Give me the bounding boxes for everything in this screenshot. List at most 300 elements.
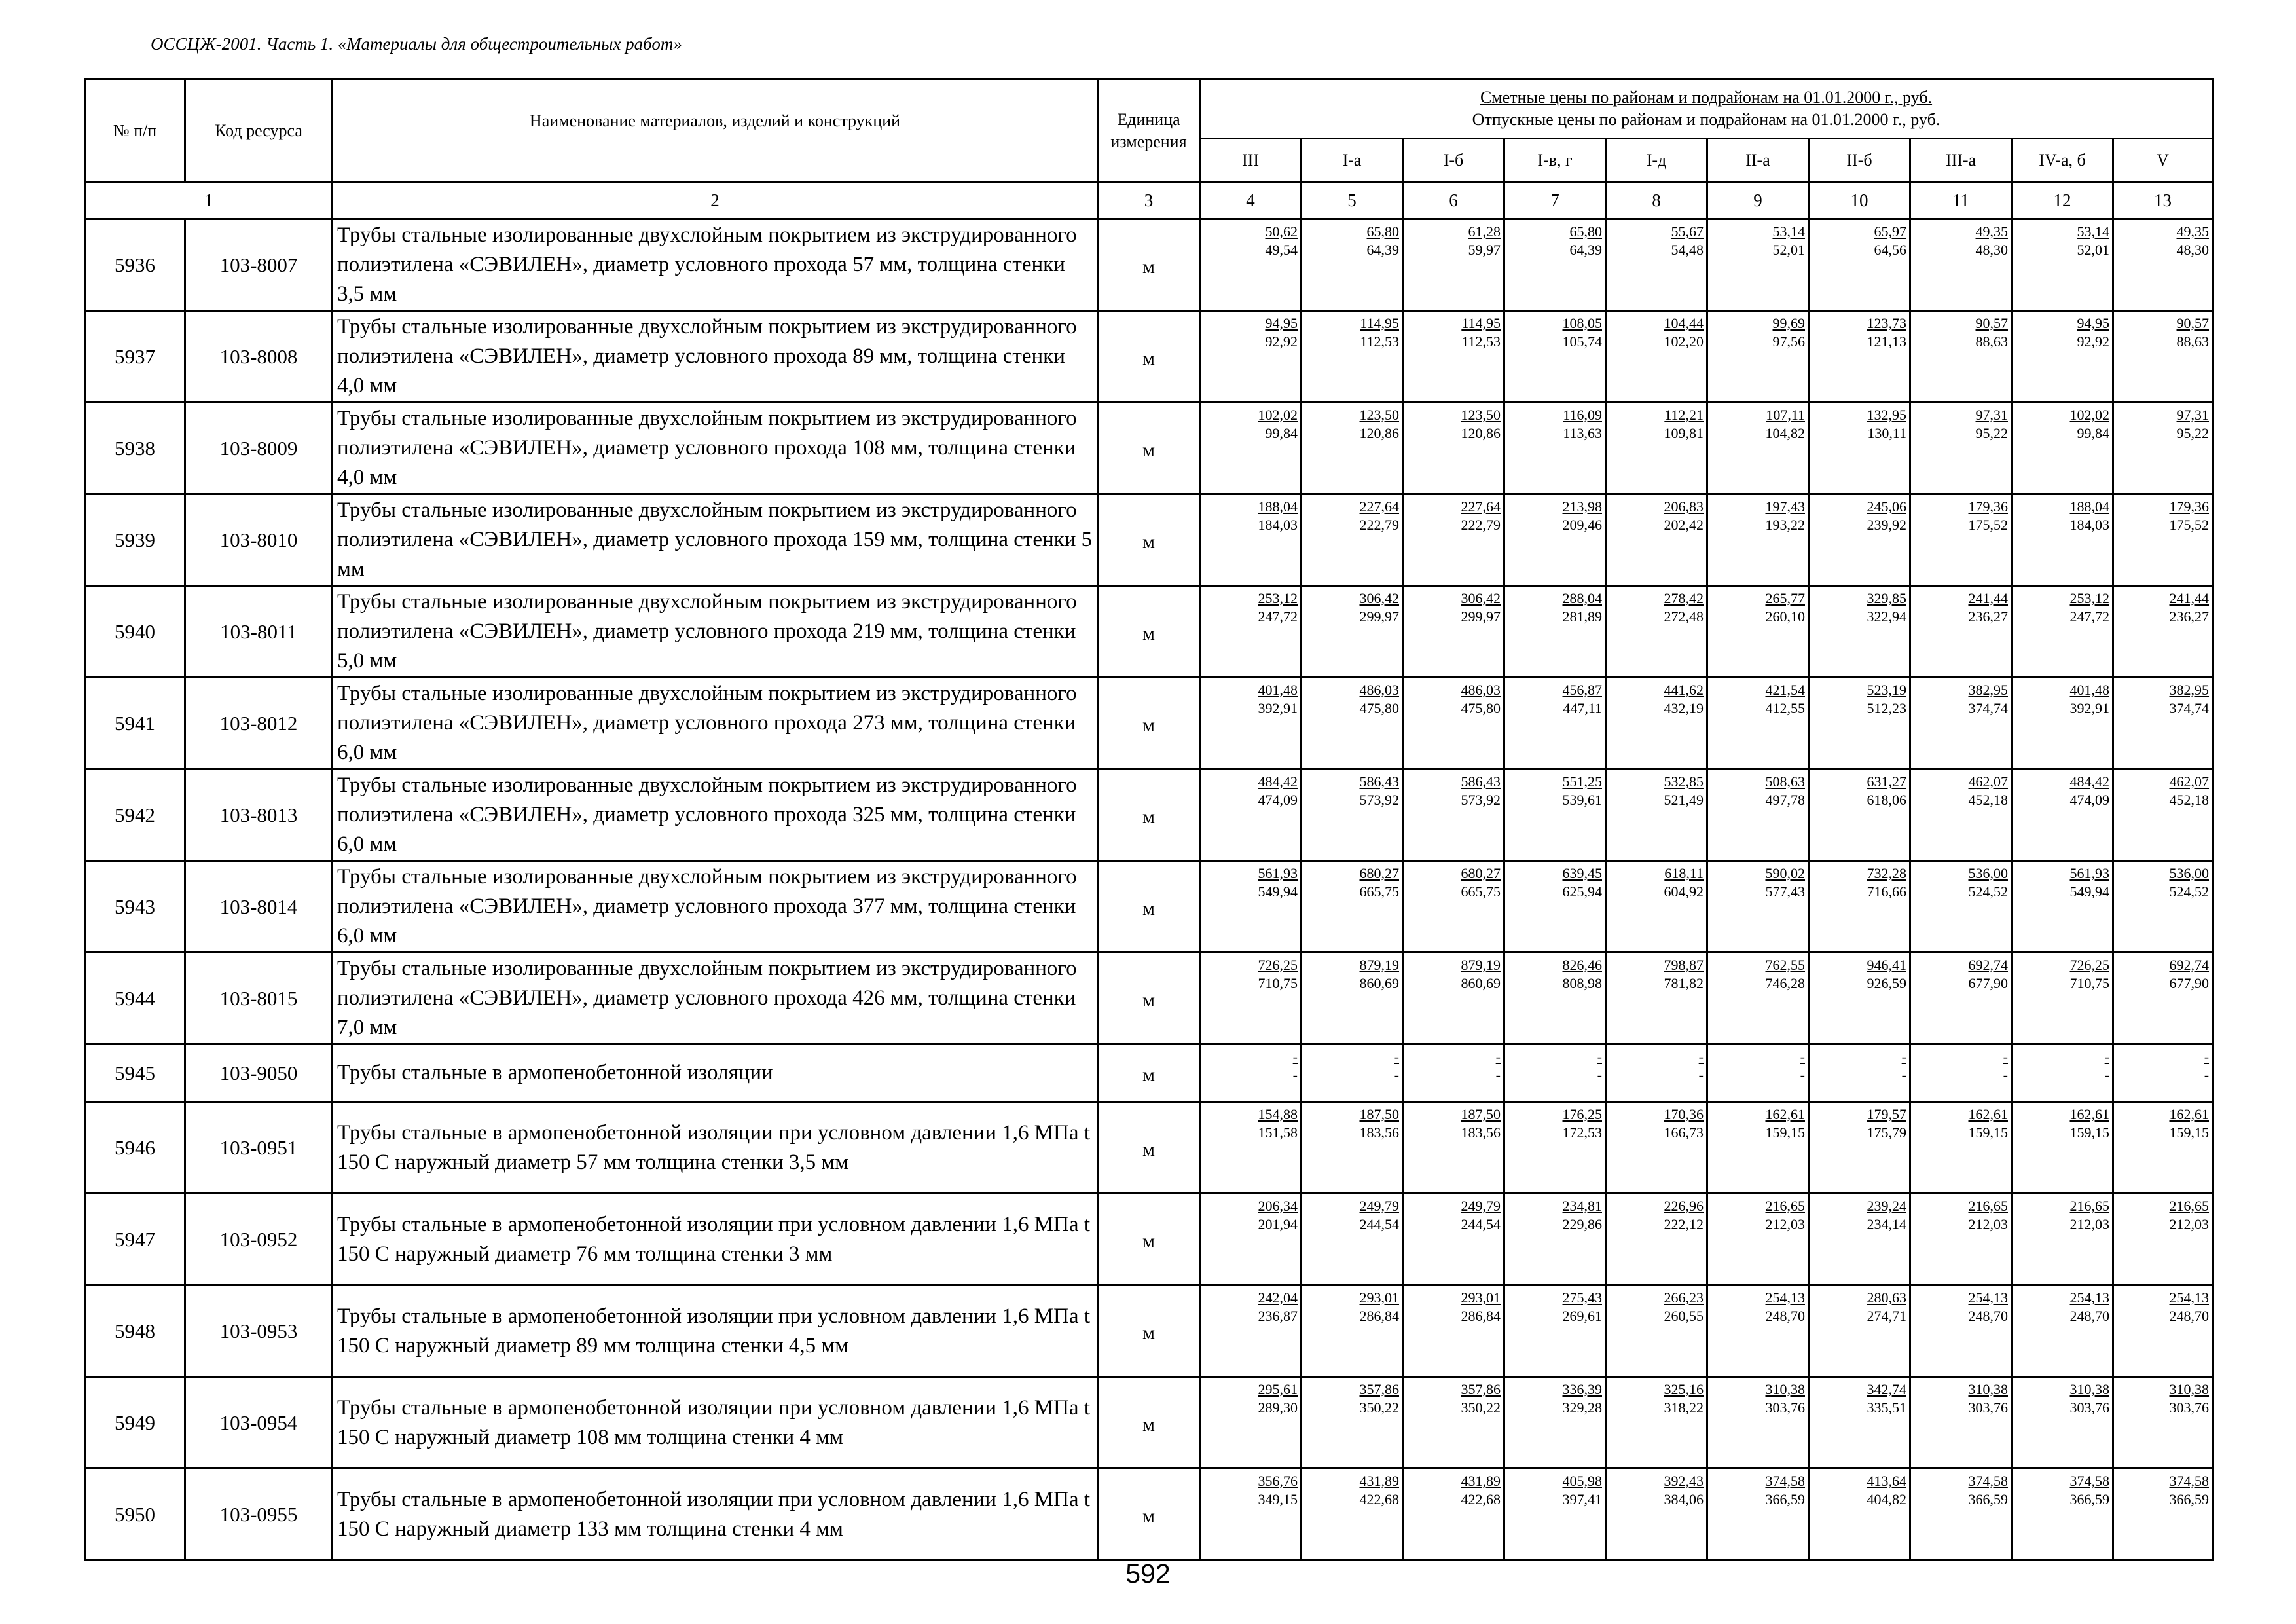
release-price: 412,55 [1765, 700, 1805, 716]
column-number: 3 [1098, 183, 1200, 219]
col-header-region: III-а [1910, 139, 2012, 183]
estimate-price: 310,38 [1968, 1381, 2008, 1397]
price-cell [1504, 494, 1606, 586]
release-price: 374,74 [2169, 700, 2210, 716]
price-cell [1606, 219, 1707, 311]
price-cell [1403, 953, 1504, 1044]
estimate-price: 249,79 [1461, 1198, 1501, 1214]
estimate-price: 561,93 [1258, 865, 1298, 881]
table-row [85, 1194, 2213, 1285]
price-cell [1809, 1044, 1910, 1102]
estimate-price: - [2003, 1048, 2008, 1065]
release-price: 95,22 [1975, 425, 2008, 441]
resource-code: 103-0954 [185, 1377, 333, 1469]
estimate-price: 49,35 [1975, 223, 2008, 240]
release-price: 524,52 [2169, 883, 2210, 900]
price-cell [1707, 1285, 1809, 1377]
estimate-price: 374,58 [2169, 1473, 2210, 1489]
release-price: 512,23 [1867, 700, 1906, 716]
price-cell [2113, 861, 2213, 953]
release-price: 432,19 [1664, 700, 1704, 716]
release-price: 926,59 [1867, 975, 1906, 991]
estimate-price: 154,88 [1258, 1106, 1298, 1122]
release-price: 151,58 [1258, 1124, 1298, 1141]
release-price: 236,27 [1968, 608, 2008, 625]
estimate-price: 108,05 [1562, 315, 1602, 331]
estimate-price: 631,27 [1867, 773, 1906, 790]
estimate-price: 123,50 [1359, 407, 1399, 423]
release-price: 159,15 [1968, 1124, 2008, 1141]
row-number: 5936 [85, 219, 185, 311]
estimate-price: 162,61 [1765, 1106, 1805, 1122]
estimate-price: 486,03 [1359, 682, 1399, 698]
price-cell [1403, 586, 1504, 678]
price-cell [2012, 953, 2113, 1044]
price-cell [1504, 219, 1606, 311]
estimate-price: 356,76 [1258, 1473, 1298, 1489]
release-price: 112,53 [1360, 333, 1399, 350]
release-price: 281,89 [1562, 608, 1602, 625]
price-cell [1302, 1285, 1403, 1377]
release-price: 88,63 [1975, 333, 2008, 350]
release-price: - [1698, 1067, 1704, 1083]
row-number: 5940 [85, 586, 185, 678]
column-number: 13 [2113, 183, 2213, 219]
estimate-price: 53,14 [2077, 223, 2109, 240]
release-price: 521,49 [1664, 792, 1704, 808]
row-number: 5946 [85, 1102, 185, 1194]
row-number: 5943 [85, 861, 185, 953]
price-cell [1504, 586, 1606, 678]
price-cell [1910, 403, 2012, 494]
unit-of-measure: м [1098, 1102, 1200, 1194]
release-price: 54,48 [1671, 242, 1704, 258]
estimate-price: 523,19 [1867, 682, 1906, 698]
release-price: 366,59 [2169, 1491, 2210, 1507]
release-price: 166,73 [1664, 1124, 1704, 1141]
price-cell [1809, 678, 1910, 769]
row-number: 5950 [85, 1469, 185, 1560]
price-table [84, 78, 2214, 1561]
estimate-price: 50,62 [1265, 223, 1298, 240]
release-price: 247,72 [2069, 608, 2109, 625]
unit-of-measure: м [1098, 953, 1200, 1044]
price-cell [1910, 219, 2012, 311]
unit-of-measure: м [1098, 861, 1200, 953]
release-price: 201,94 [1258, 1216, 1298, 1232]
release-price: 665,75 [1461, 883, 1501, 900]
estimate-price: 879,19 [1359, 957, 1399, 973]
price-cell [1302, 311, 1403, 403]
price-cell [2113, 953, 2213, 1044]
table-body [85, 219, 2213, 1560]
release-price: 384,06 [1664, 1491, 1704, 1507]
estimate-price: 227,64 [1461, 498, 1501, 515]
release-price: 222,79 [1359, 517, 1399, 533]
price-cell [2012, 1102, 2113, 1194]
col-header-prices-release: Отпускные цены по районам и подрайонам на 01.01.2000 г., руб. [1472, 110, 1941, 129]
estimate-price: 245,06 [1867, 498, 1906, 515]
price-cell [1809, 1194, 1910, 1285]
estimate-price: - [1292, 1048, 1298, 1065]
price-cell [1707, 219, 1809, 311]
price-cell [1403, 769, 1504, 861]
resource-code: 103-8013 [185, 769, 333, 861]
estimate-price: 590,02 [1765, 865, 1805, 881]
table-row [85, 769, 2213, 861]
material-name: Трубы стальные изолированные двухслойным покрытием из экструдированного полиэтилена «СЭВИЛЕН», диаметр условного прохода 219 мм, толщина стенки 5,0 мм [333, 586, 1098, 678]
estimate-price: 762,55 [1765, 957, 1805, 973]
resource-code: 103-8015 [185, 953, 333, 1044]
estimate-price: 456,87 [1562, 682, 1602, 698]
release-price: 112,53 [1461, 333, 1501, 350]
unit-of-measure: м [1098, 1285, 1200, 1377]
price-cell [1403, 1044, 1504, 1102]
row-number: 5949 [85, 1377, 185, 1469]
estimate-price: - [1698, 1048, 1704, 1065]
estimate-price: 241,44 [2169, 590, 2210, 606]
resource-code: 103-0951 [185, 1102, 333, 1194]
release-price: - [2204, 1067, 2210, 1083]
price-cell [1302, 678, 1403, 769]
price-cell [1403, 678, 1504, 769]
price-cell [1809, 219, 1910, 311]
price-cell [2113, 1194, 2213, 1285]
price-cell [2113, 1377, 2213, 1469]
column-number: 2 [333, 183, 1098, 219]
release-price: 159,15 [2169, 1124, 2210, 1141]
resource-code: 103-8007 [185, 219, 333, 311]
col-header-code: Код ресурса [185, 79, 333, 183]
estimate-price: 374,58 [1968, 1473, 2008, 1489]
price-cell [2012, 586, 2113, 678]
release-price: 860,69 [1461, 975, 1501, 991]
price-cell [2012, 403, 2113, 494]
release-price: 808,98 [1562, 975, 1602, 991]
release-price: 52,01 [2077, 242, 2109, 258]
price-cell [1504, 311, 1606, 403]
column-number: 5 [1302, 183, 1403, 219]
release-price: 746,28 [1765, 975, 1805, 991]
material-name: Трубы стальные в армопенобетонной изоляции при условном давлении 1,6 МПа t 150 С наружный диаметр 57 мм толщина стенки 3,5 мм [333, 1102, 1098, 1194]
estimate-price: 431,89 [1359, 1473, 1399, 1489]
price-cell [1504, 678, 1606, 769]
price-cell [1403, 494, 1504, 586]
resource-code: 103-8010 [185, 494, 333, 586]
estimate-price: 61,28 [1468, 223, 1501, 240]
estimate-price: 65,80 [1569, 223, 1602, 240]
estimate-price: 441,62 [1664, 682, 1704, 698]
estimate-price: 278,42 [1664, 590, 1704, 606]
price-cell [1606, 678, 1707, 769]
release-price: 175,52 [1968, 517, 2008, 533]
release-price: 92,92 [1265, 333, 1298, 350]
price-cell [2113, 769, 2213, 861]
estimate-price: 253,12 [2069, 590, 2109, 606]
price-cell [1707, 1044, 1809, 1102]
estimate-price: 508,63 [1765, 773, 1805, 790]
estimate-price: 680,27 [1359, 865, 1399, 881]
estimate-price: 342,74 [1867, 1381, 1906, 1397]
price-cell [1606, 769, 1707, 861]
table-row [85, 1377, 2213, 1469]
estimate-price: 293,01 [1461, 1289, 1501, 1306]
release-price: 239,92 [1867, 517, 1906, 533]
table-row [85, 1044, 2213, 1102]
estimate-price: 732,28 [1867, 865, 1906, 881]
price-cell [1504, 1102, 1606, 1194]
release-price: 102,20 [1664, 333, 1704, 350]
row-number: 5945 [85, 1044, 185, 1102]
column-number: 4 [1200, 183, 1302, 219]
unit-of-measure: м [1098, 1194, 1200, 1285]
estimate-price: 551,25 [1562, 773, 1602, 790]
estimate-price: 306,42 [1461, 590, 1501, 606]
price-cell [2012, 678, 2113, 769]
release-price: 64,39 [1569, 242, 1602, 258]
release-price: 452,18 [1968, 792, 2008, 808]
estimate-price: 288,04 [1562, 590, 1602, 606]
release-price: 625,94 [1562, 883, 1602, 900]
price-cell [2113, 1044, 2213, 1102]
estimate-price: 374,58 [1765, 1473, 1805, 1489]
release-price: 318,22 [1664, 1399, 1704, 1416]
table-row [85, 311, 2213, 403]
estimate-price: 532,85 [1664, 773, 1704, 790]
estimate-price: 102,02 [1258, 407, 1298, 423]
price-cell [1910, 1377, 2012, 1469]
price-cell [1302, 953, 1403, 1044]
release-price: 539,61 [1562, 792, 1602, 808]
price-cell [1707, 311, 1809, 403]
price-cell [2012, 861, 2113, 953]
unit-of-measure: м [1098, 769, 1200, 861]
release-price: 248,70 [2169, 1308, 2210, 1324]
release-price: 474,09 [1258, 792, 1298, 808]
price-cell [1707, 586, 1809, 678]
price-cell [1606, 1285, 1707, 1377]
price-cell [1910, 678, 2012, 769]
release-price: 303,76 [2069, 1399, 2109, 1416]
col-header-region: I-в, г [1504, 139, 1606, 183]
release-price: - [1597, 1067, 1602, 1083]
row-number: 5942 [85, 769, 185, 861]
estimate-price: 329,85 [1867, 590, 1906, 606]
estimate-price: 112,21 [1664, 407, 1704, 423]
release-price: 475,80 [1359, 700, 1399, 716]
resource-code: 103-8009 [185, 403, 333, 494]
estimate-price: 280,63 [1867, 1289, 1906, 1306]
col-header-region: I-д [1606, 139, 1707, 183]
release-price: 549,94 [1258, 883, 1298, 900]
price-cell [1200, 1102, 1302, 1194]
price-cell [1707, 1469, 1809, 1560]
unit-of-measure: м [1098, 586, 1200, 678]
estimate-price: 65,80 [1366, 223, 1399, 240]
release-price: 366,59 [1968, 1491, 2008, 1507]
estimate-price: 266,23 [1664, 1289, 1704, 1306]
estimate-price: 325,16 [1664, 1381, 1704, 1397]
material-name: Трубы стальные в армопенобетонной изоляции при условном давлении 1,6 МПа t 150 С наружный диаметр 133 мм толщина стенки 4 мм [333, 1469, 1098, 1560]
price-cell [1200, 1377, 1302, 1469]
estimate-price: 382,95 [2169, 682, 2210, 698]
price-cell [2113, 403, 2213, 494]
estimate-price: 107,11 [1766, 407, 1805, 423]
estimate-price: 357,86 [1359, 1381, 1399, 1397]
estimate-price: 462,07 [2169, 773, 2210, 790]
price-cell [1707, 1194, 1809, 1285]
release-price: 244,54 [1461, 1216, 1501, 1232]
estimate-price: 306,42 [1359, 590, 1399, 606]
estimate-price: 310,38 [1765, 1381, 1805, 1397]
table-row [85, 953, 2213, 1044]
col-header-region: II-б [1809, 139, 1910, 183]
estimate-price: 197,43 [1765, 498, 1805, 515]
column-number: 10 [1809, 183, 1910, 219]
material-name: Трубы стальные в армопенобетонной изоляции при условном давлении 1,6 МПа t 150 С наружный диаметр 89 мм толщина стенки 4,5 мм [333, 1285, 1098, 1377]
estimate-price: 188,04 [1258, 498, 1298, 515]
table-row [85, 586, 2213, 678]
release-price: 366,59 [2069, 1491, 2109, 1507]
col-header-region: II-а [1707, 139, 1809, 183]
estimate-price: - [2104, 1048, 2109, 1065]
material-name: Трубы стальные в армопенобетонной изоляции [333, 1044, 1098, 1102]
column-number: 11 [1910, 183, 2012, 219]
unit-of-measure: м [1098, 311, 1200, 403]
estimate-price: 536,00 [2169, 865, 2210, 881]
price-cell [1504, 1285, 1606, 1377]
unit-of-measure: м [1098, 1044, 1200, 1102]
release-price: 272,48 [1664, 608, 1704, 625]
release-price: 549,94 [2069, 883, 2109, 900]
resource-code: 103-8008 [185, 311, 333, 403]
price-cell [1809, 586, 1910, 678]
price-cell [1403, 403, 1504, 494]
column-number: 9 [1707, 183, 1809, 219]
estimate-price: 241,44 [1968, 590, 2008, 606]
release-price: - [1394, 1067, 1399, 1083]
estimate-price: 162,61 [2169, 1106, 2210, 1122]
price-cell [2012, 311, 2113, 403]
release-price: 202,42 [1664, 517, 1704, 533]
release-price: 222,12 [1664, 1216, 1704, 1232]
release-price: 497,78 [1765, 792, 1805, 808]
release-price: - [2104, 1067, 2109, 1083]
estimate-price: 170,36 [1664, 1106, 1704, 1122]
release-price: 159,15 [1765, 1124, 1805, 1141]
column-numbers-row [85, 183, 2213, 219]
release-price: 212,03 [2069, 1216, 2109, 1232]
resource-code: 103-8014 [185, 861, 333, 953]
estimate-price: 53,14 [1772, 223, 1805, 240]
release-price: 716,66 [1867, 883, 1906, 900]
resource-code: 103-8011 [185, 586, 333, 678]
price-cell [1910, 861, 2012, 953]
col-header-region: I-б [1403, 139, 1504, 183]
price-cell [1910, 953, 2012, 1044]
price-cell [1403, 861, 1504, 953]
column-number: 6 [1403, 183, 1504, 219]
release-price: 64,56 [1874, 242, 1906, 258]
row-number: 5941 [85, 678, 185, 769]
unit-of-measure: м [1098, 494, 1200, 586]
row-number: 5944 [85, 953, 185, 1044]
estimate-price: 462,07 [1968, 773, 2008, 790]
price-cell [1809, 953, 1910, 1044]
col-header-prices-estimate: Сметные цены по районам и подрайонам на 01.01.2000 г., руб. [1480, 88, 1933, 107]
column-number: 7 [1504, 183, 1606, 219]
page-number: 592 [1125, 1559, 1171, 1589]
release-price: 222,79 [1461, 517, 1501, 533]
material-name: Трубы стальные в армопенобетонной изоляции при условном давлении 1,6 МПа t 150 С наружный диаметр 76 мм толщина стенки 3 мм [333, 1194, 1098, 1285]
estimate-price: 265,77 [1765, 590, 1805, 606]
price-cell [1200, 1194, 1302, 1285]
release-price: 244,54 [1359, 1216, 1399, 1232]
estimate-price: 357,86 [1461, 1381, 1501, 1397]
estimate-price: 692,74 [2169, 957, 2210, 973]
price-cell [1403, 1377, 1504, 1469]
price-cell [1910, 1194, 2012, 1285]
estimate-price: 188,04 [2069, 498, 2109, 515]
estimate-price: 132,95 [1867, 407, 1906, 423]
price-cell [1910, 769, 2012, 861]
resource-code: 103-0952 [185, 1194, 333, 1285]
col-header-prices [1200, 79, 2213, 139]
release-price: 248,70 [1968, 1308, 2008, 1324]
estimate-price: 162,61 [1968, 1106, 2008, 1122]
estimate-price: 618,11 [1664, 865, 1704, 881]
estimate-price: 536,00 [1968, 865, 2008, 881]
material-name: Трубы стальные изолированные двухслойным покрытием из экструдированного полиэтилена «СЭВИЛЕН», диаметр условного прохода 273 мм, толщина стенки 6,0 мм [333, 678, 1098, 769]
material-name: Трубы стальные изолированные двухслойным покрытием из экструдированного полиэтилена «СЭВИЛЕН», диаметр условного прохода 89 мм, толщина стенки 4,0 мм [333, 311, 1098, 403]
price-cell [2113, 311, 2213, 403]
release-price: 422,68 [1359, 1491, 1399, 1507]
price-cell [1606, 494, 1707, 586]
price-cell [2113, 1469, 2213, 1560]
estimate-price: 94,95 [2077, 315, 2109, 331]
release-price: 159,15 [2069, 1124, 2109, 1141]
estimate-price: 239,24 [1867, 1198, 1906, 1214]
release-price: - [1800, 1067, 1805, 1083]
material-name: Трубы стальные в армопенобетонной изоляции при условном давлении 1,6 МПа t 150 С наружный диаметр 108 мм толщина стенки 4 мм [333, 1377, 1098, 1469]
price-cell [1606, 861, 1707, 953]
price-cell [1606, 403, 1707, 494]
release-price: 92,92 [2077, 333, 2109, 350]
release-price: 120,86 [1359, 425, 1399, 441]
estimate-price: - [1800, 1048, 1805, 1065]
price-cell [1504, 1377, 1606, 1469]
estimate-price: - [1597, 1048, 1602, 1065]
material-name: Трубы стальные изолированные двухслойным покрытием из экструдированного полиэтилена «СЭВИЛЕН», диаметр условного прохода 57 мм, толщина стенки 3,5 мм [333, 219, 1098, 311]
price-cell [1302, 769, 1403, 861]
price-cell [2012, 1377, 2113, 1469]
release-price: 212,03 [1765, 1216, 1805, 1232]
estimate-price: 726,25 [2069, 957, 2109, 973]
unit-of-measure: м [1098, 1377, 1200, 1469]
release-price: 49,54 [1265, 242, 1298, 258]
price-cell [2113, 1285, 2213, 1377]
release-price: 392,91 [2069, 700, 2109, 716]
release-price: 677,90 [2169, 975, 2210, 991]
release-price: - [1495, 1067, 1501, 1083]
release-price: 212,03 [1968, 1216, 2008, 1232]
price-cell [1809, 861, 1910, 953]
table-row [85, 1469, 2213, 1560]
release-price: 99,84 [1265, 425, 1298, 441]
estimate-price: 726,25 [1258, 957, 1298, 973]
release-price: 349,15 [1258, 1491, 1298, 1507]
resource-code: 103-9050 [185, 1044, 333, 1102]
